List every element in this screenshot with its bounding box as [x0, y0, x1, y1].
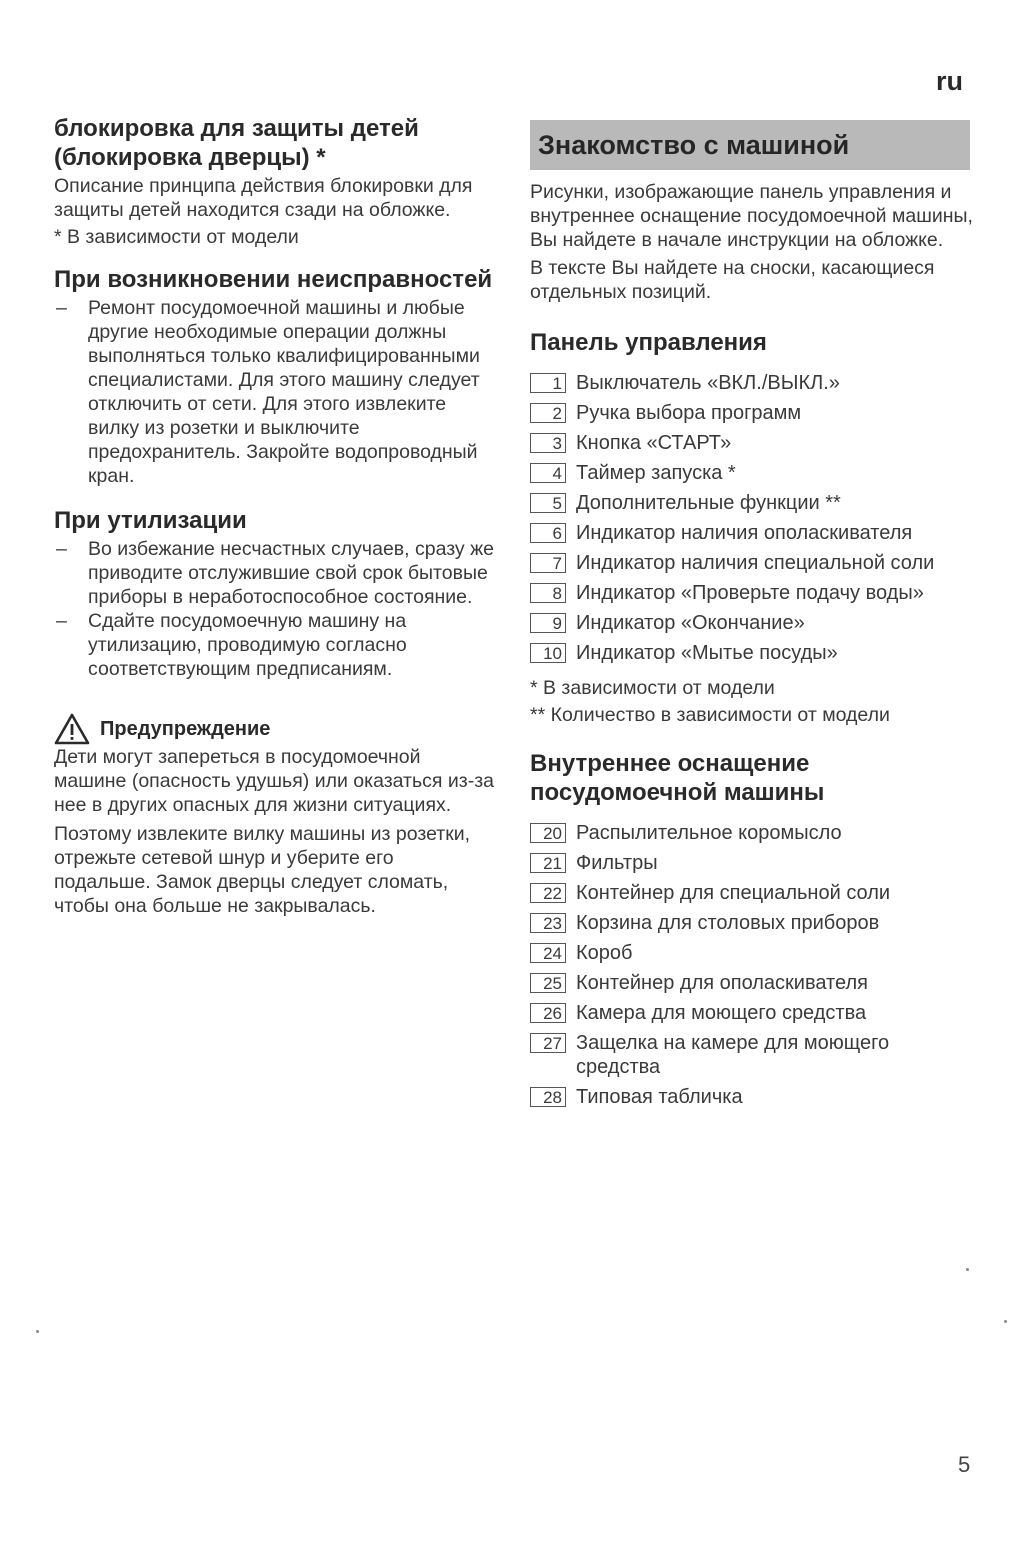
list-item	[530, 461, 975, 485]
item-number-box: 28	[530, 1087, 566, 1107]
item-label: Таймер запуска *	[576, 462, 736, 484]
item-label: Индикатор «Мытье посуды»	[576, 642, 838, 664]
list-item	[530, 491, 975, 515]
item-number-box: 27	[530, 1033, 566, 1053]
left-column	[54, 114, 494, 918]
list-item: – Сдайте посудомоечную машину на утилизацию, проводимую согласно соответствующим предписаниям.	[54, 609, 494, 681]
model-note: * В зависимости от модели	[54, 226, 299, 248]
disposal-list	[54, 537, 494, 681]
item-number-box: 26	[530, 1003, 566, 1023]
list-item	[530, 881, 975, 905]
item-number-box: 7	[530, 553, 566, 573]
list-item	[530, 371, 975, 395]
item-number-box: 20	[530, 823, 566, 843]
section-paragraph: Описание принципа действия блокировки для защиты детей находится сзади на обложке.	[54, 175, 473, 221]
band-title: Знакомство с машиной	[538, 129, 850, 160]
item-number-box: 1	[530, 373, 566, 393]
item-label: Защелка на камере для моющего средства	[576, 1032, 890, 1078]
list-item	[530, 551, 975, 575]
list-item	[530, 641, 975, 665]
panel-notes	[530, 675, 975, 729]
right-column	[530, 120, 975, 1115]
item-number-box: 24	[530, 943, 566, 963]
section-title: При возникновении неисправностей	[54, 266, 493, 293]
control-panel-list	[530, 371, 975, 665]
section-band	[530, 120, 970, 170]
item-number-box: 4	[530, 463, 566, 483]
list-item	[530, 1085, 975, 1109]
item-label: Индикатор наличия ополаскивателя	[576, 522, 913, 544]
item-label: Ручка выбора программ	[576, 402, 802, 424]
item-label: Контейнер для ополаскивателя	[576, 972, 868, 994]
item-label: Контейнер для специальной соли	[576, 882, 891, 904]
item-label: Камера для моющего средства	[576, 1002, 867, 1024]
section-title: Панель управления	[530, 329, 767, 356]
quantity-note: ** Количество в зависимости от модели	[530, 704, 890, 726]
list-item	[530, 521, 975, 545]
language-label: ru	[936, 66, 963, 96]
intro-paragraph: В тексте Вы найдете на сноски, касающиеся отдельных позиций.	[530, 257, 935, 303]
list-item	[530, 821, 975, 845]
item-number-box: 6	[530, 523, 566, 543]
item-label: Кнопка «СТАРТ»	[576, 432, 732, 454]
list-item	[530, 431, 975, 455]
list-item	[530, 1001, 975, 1025]
item-number-box: 5	[530, 493, 566, 513]
list-item: – Во избежание несчастных случаев, сразу же приводите отслужившие свой срок бытовые приборы в неработоспособное состояние.	[54, 537, 494, 609]
item-label: Типовая табличка	[576, 1086, 743, 1108]
interior-list	[530, 821, 975, 1109]
section-title: блокировка для защиты детей (блокировка дверцы) *	[54, 115, 419, 171]
item-number-box: 9	[530, 613, 566, 633]
section-faults	[54, 265, 494, 488]
scan-speck	[1004, 1320, 1007, 1323]
list-item	[530, 971, 975, 995]
list-item	[530, 401, 975, 425]
list-item	[530, 851, 975, 875]
warning-header	[54, 713, 494, 745]
list-item	[530, 581, 975, 605]
list-item	[530, 941, 975, 965]
section-title: Внутреннее оснащение посудомоечной машины	[530, 750, 825, 806]
item-number-box: 21	[530, 853, 566, 873]
item-number-box: 8	[530, 583, 566, 603]
item-number-box: 22	[530, 883, 566, 903]
section-child-lock	[54, 114, 494, 249]
warning-paragraph: Дети могут запереться в посудомоечной машине (опасность удушья) или оказаться из-за нее в других опасных для жизни ситуациях.	[54, 746, 494, 816]
model-note: * В зависимости от модели	[530, 677, 775, 699]
item-number-box: 23	[530, 913, 566, 933]
item-label: Корзина для столовых приборов	[576, 912, 880, 934]
item-label: Короб	[576, 942, 633, 964]
item-number-box: 25	[530, 973, 566, 993]
warning-block	[54, 713, 494, 918]
faults-list	[54, 296, 494, 488]
scan-speck	[966, 1268, 969, 1271]
section-title: При утилизации	[54, 507, 247, 534]
item-label: Индикатор «Проверьте подачу воды»	[576, 582, 924, 604]
list-item	[530, 1031, 975, 1079]
warning-triangle-icon	[54, 713, 90, 745]
section-disposal	[54, 506, 494, 681]
item-label: Фильтры	[576, 852, 658, 874]
item-label: Дополнительные функции **	[576, 492, 841, 514]
warning-paragraph: Поэтому извлеките вилку машины из розетки, отрежьте сетевой шнур и уберите его подальше. Замок дверцы следует сломать, чтобы она больше не закрывалась.	[54, 823, 471, 917]
item-label: Распылительное коромысло	[576, 822, 842, 844]
item-label: Индикатор наличия специальной соли	[576, 552, 935, 574]
warning-title: Предупреждение	[100, 717, 271, 740]
item-label: Индикатор «Окончание»	[576, 612, 805, 634]
scan-speck	[36, 1330, 39, 1333]
item-number-box: 10	[530, 643, 566, 663]
page-number: 5	[958, 1452, 971, 1477]
item-number-box: 2	[530, 403, 566, 423]
item-label: Выключатель «ВКЛ./ВЫКЛ.»	[576, 372, 840, 394]
list-item	[530, 611, 975, 635]
list-item: – Ремонт посудомоечной машины и любые другие необходимые операции должны выполняться только квалифицированными специалистами. Для этого машину следует отключить от сети. Для этого извлеките вилку из розетки и выключите предохранитель. Закройте водопроводный кран.	[54, 296, 494, 488]
item-number-box: 3	[530, 433, 566, 453]
intro-paragraph: Рисунки, изображающие панель управления и внутреннее оснащение посудомоечной машины, Вы найдете в начале инструкции на обложке.	[530, 181, 973, 251]
list-item	[530, 911, 975, 935]
